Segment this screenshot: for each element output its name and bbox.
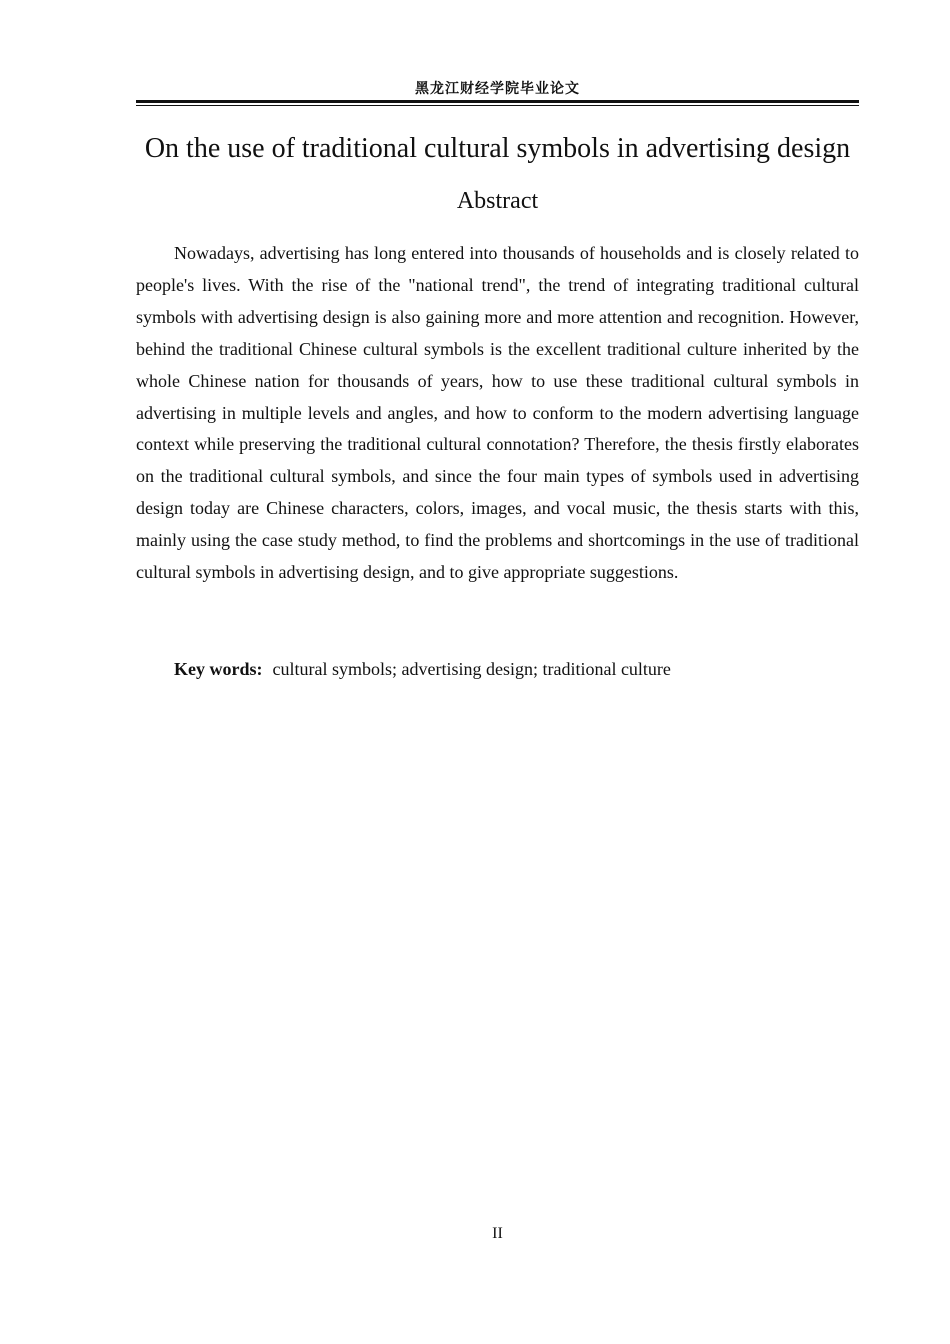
keywords-line	[174, 654, 859, 684]
running-header: 黑龙江财经学院毕业论文	[415, 81, 580, 97]
page-number: II	[492, 1225, 503, 1242]
header-rule-thick	[136, 100, 859, 103]
abstract-body: Nowadays, advertising has long entered into thousands of households and is closely related to people's lives. With the rise of the "national trend", the trend of integrating traditional cultural symbols with advertising design is also gaining more and more attention and recognition. However, behind the traditional Chinese cultural symbols is the excellent traditional culture inherited by the whole Chinese nation for thousands of years, how to use these traditional cultural symbols in advertising in multiple levels and angles, and how to conform to the modern advertising language context while preserving the traditional cultural connotation? Therefore, the thesis firstly elaborates on the traditional cultural symbols, and since the four main types of symbols used in advertising design today are Chinese characters, colors, images, and vocal music, the thesis starts with this, mainly using the case study method, to find the problems and shortcomings in the use of traditional cultural symbols in advertising design, and to give appropriate suggestions.	[136, 243, 859, 583]
header-rule-thin	[136, 105, 859, 106]
abstract-heading: Abstract	[456, 188, 539, 214]
keywords-text: cultural symbols; advertising design; traditional culture	[272, 659, 671, 679]
thesis-title: On the use of traditional cultural symbols in advertising design	[144, 133, 851, 164]
keywords-label: Key words:	[174, 659, 263, 679]
